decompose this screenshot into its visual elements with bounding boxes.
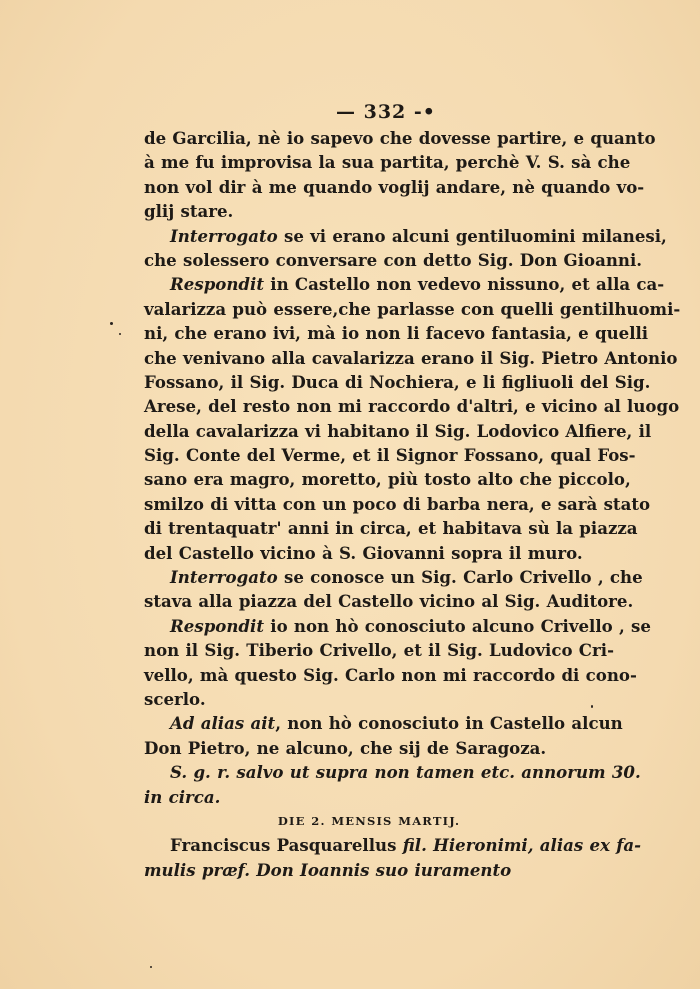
text-line bbox=[144, 614, 651, 638]
text-span: , non hò conosciuto in Castello alcun bbox=[275, 713, 623, 734]
text-line: mulis præf. Don Ioannis suo iuramento bbox=[144, 859, 512, 880]
text-line: vello, mà questo Sig. Carlo non mi raccordo di cono- bbox=[144, 664, 637, 685]
body-text bbox=[144, 126, 681, 882]
text-span: fil. Hieronimi, alias ex fa- bbox=[396, 835, 642, 856]
respondit-label: Respondit bbox=[170, 274, 264, 295]
text-span: se vi erano alcuni gentiluomini milanesi, bbox=[277, 225, 667, 246]
text-line: smilzo di vitta con un poco di barba nera, e sarà stato bbox=[144, 493, 651, 514]
respondit-label: Respondit bbox=[170, 615, 264, 636]
text-line: Don Pietro, ne alcuno, che sij de Saragoza. bbox=[144, 737, 547, 758]
page-speck bbox=[110, 322, 113, 325]
text-line: del Castello vicino à S. Giovanni sopra il muro. bbox=[144, 542, 583, 563]
person-name: Franciscus Pasquarellus bbox=[170, 835, 397, 856]
text-line: in circa. bbox=[144, 786, 221, 807]
text-line bbox=[144, 224, 667, 248]
text-line: glij stare. bbox=[144, 201, 234, 222]
text-line: non il Sig. Tiberio Crivello, et il Sig. Ludovico Cri- bbox=[144, 640, 614, 661]
text-line: Arese, del resto non mi raccordo d'altri, e vicino al luogo bbox=[144, 396, 680, 417]
text-line: de Garcilia, nè io sapevo che dovesse partire, e quanto bbox=[144, 128, 656, 148]
page-speck bbox=[150, 966, 152, 968]
text-line: che venivano alla cavalarizza erano il Sig. Pietro Antonio bbox=[144, 347, 678, 368]
text-line: Fossano, il Sig. Duca di Nochiera, e li figliuoli del Sig. bbox=[144, 371, 651, 392]
text-line: valarizza può essere,che parlasse con quelli gentilhuomi- bbox=[144, 298, 681, 319]
text-line: ni, che erano ivi, mà io non li facevo fantasia, e quelli bbox=[144, 323, 649, 344]
text-line: stava alla piazza del Castello vicino al Sig. Auditore. bbox=[144, 591, 634, 612]
text-line: che solessero conversare con detto Sig. Don Gioanni. bbox=[144, 249, 643, 270]
ad-alias-label: Ad alias ait bbox=[170, 713, 276, 734]
text-line: sano era magro, moretto, più tosto alto che piccolo, bbox=[144, 469, 631, 490]
text-line: S. g. r. salvo ut supra non tamen etc. annorum 30. bbox=[170, 762, 641, 783]
page-number: — 332 -• bbox=[336, 101, 436, 123]
section-heading: DIE 2. MENSIS MARTIJ. bbox=[277, 813, 461, 828]
text-span: in Castello non vedevo nissuno, et alla ca- bbox=[264, 274, 665, 295]
text-span: io non hò conosciuto alcuno Crivello , se bbox=[264, 615, 651, 636]
text-line bbox=[144, 833, 642, 857]
text-line: Sig. Conte del Verme, et il Signor Fossano, qual Fos- bbox=[144, 445, 636, 466]
text-line: à me fu improvisa la sua partita, perchè V. S. sà che bbox=[144, 152, 631, 173]
text-line: della cavalarizza vi habitano il Sig. Lodovico Alfiere, il bbox=[144, 420, 652, 441]
text-span: se conosce un Sig. Carlo Crivello , che bbox=[277, 567, 643, 588]
text-line: di trentaquatr' anni in circa, et habitava sù la piazza bbox=[144, 518, 638, 539]
text-line: non vol dir à me quando voglij andare, nè quando vo- bbox=[144, 176, 645, 197]
interrogato-label: Interrogato bbox=[170, 225, 278, 246]
page-speck bbox=[591, 705, 593, 708]
text-line bbox=[144, 565, 643, 589]
text-line bbox=[144, 711, 623, 735]
page-speck bbox=[119, 333, 121, 335]
text-line bbox=[144, 272, 665, 296]
interrogato-label: Interrogato bbox=[170, 567, 278, 588]
text-line: scerlo. bbox=[144, 688, 206, 709]
